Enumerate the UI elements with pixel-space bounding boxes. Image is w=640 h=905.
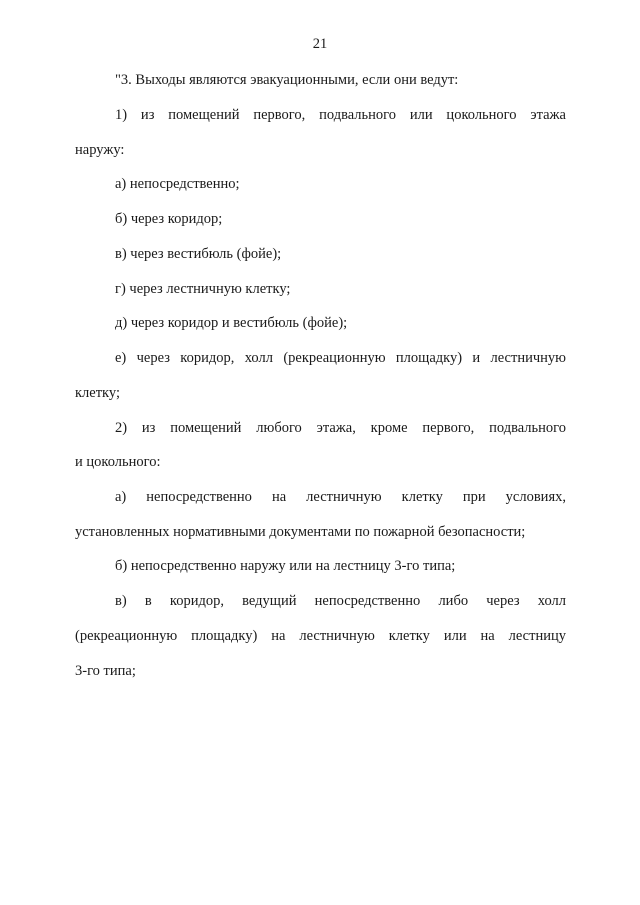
item-2-line-1: 2) из помещений любого этажа, кроме первого, подвального <box>115 420 566 436</box>
sub-item-d: д) через коридор и вестибюль (фойе); <box>115 315 348 331</box>
page-number: 21 <box>312 36 328 52</box>
sub-item-g: г) через лестничную клетку; <box>115 281 291 297</box>
paragraph-intro: "3. Выходы являются эвакуационными, если они ведут: <box>115 72 459 88</box>
sub-item-v: в) через вестибюль (фойе); <box>115 246 282 262</box>
item-2-sub-v-line-2: (рекреационную площадку) на лестничную клетку или на лестницу <box>75 628 566 644</box>
item-2-sub-b: б) непосредственно наружу или на лестницу 3-го типа; <box>115 558 456 574</box>
item-1-line-2: наружу: <box>75 142 125 158</box>
sub-item-b: б) через коридор; <box>115 211 223 227</box>
item-2-line-2: и цокольного: <box>75 454 161 470</box>
sub-item-e-line-1: е) через коридор, холл (рекреационную площадку) и лестничную <box>115 350 566 366</box>
sub-item-a: а) непосредственно; <box>115 176 240 192</box>
item-2-sub-a-line-2: установленных нормативными документами по пожарной безопасности; <box>75 524 526 540</box>
sub-item-e-line-2: клетку; <box>75 385 120 401</box>
item-2-sub-a-line-1: а) непосредственно на лестничную клетку при условиях, <box>115 489 566 505</box>
item-1-line-1: 1) из помещений первого, подвального или цокольного этажа <box>115 107 566 123</box>
item-2-sub-v-line-3: 3-го типа; <box>75 663 136 679</box>
item-2-sub-v-line-1: в) в коридор, ведущий непосредственно либо через холл <box>115 593 566 609</box>
